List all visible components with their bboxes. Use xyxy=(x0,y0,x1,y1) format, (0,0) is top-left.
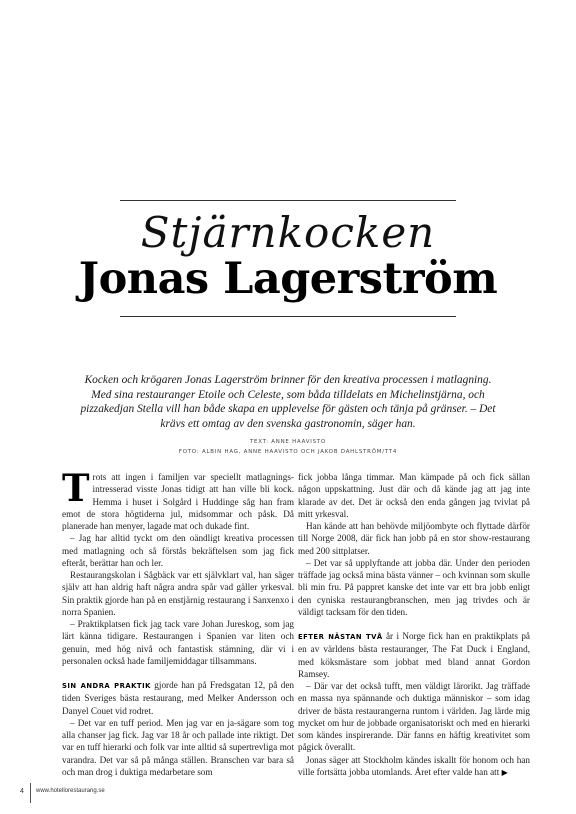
paragraph: – Där var det också tufft, men väldigt lärorikt. Jag träffade en massa nya spännande och duktiga människor – som idag driver de bästa restaurangerna runtom i världen. Jag lärde mig mycket om hur de jobbade organisatoriskt och med en hierarki som kändes inspirerande. Där fanns en häftig kreativitet som pågick överallt. xyxy=(298,681,530,753)
paragraph-text: år i Norge fick han en praktikplats på en av världens bästa restauranger, The Fat Duck i England, med köksmästare som jobbat med bland annat Gordon Ramsey. xyxy=(298,631,530,679)
photo-credit: FOTO: ALBIN HAG, ANNE HAAVISTO OCH JAKOB DAHLSTRÖM/TT4 xyxy=(178,449,398,455)
paragraph-text: rots att ingen i familjen var speciellt matlagnings-intresserad visste Jonas tidigt att han ville bli kock. Hemma i huset i Solgård i Huddinge såg han fram emot de stora högtiderna jul, midsommar och påsk. Då planerade han menyer, lagade mat och dukade fint. xyxy=(62,472,294,531)
title-bottom-rule xyxy=(120,316,456,317)
title-line-1: Stjärnkocken xyxy=(140,208,436,257)
paragraph: – Det var så upplyftande att jobba där. Under den perioden träffade jag också mina bästa vänner – och kvinnan som skulle bli min fru. På pappret kanske det inte var ett bra jobb enligt den cyniska restaurangbranschen, men jag trivdes och är väldigt tacksam för den tiden. xyxy=(298,557,530,617)
footer-divider xyxy=(30,783,31,803)
paragraph: Han kände att han behövde miljöombyte och flyttade därför till Norge 2008, där fick han jobb på en stor show-restaurang med 200 sittplatser. xyxy=(298,521,530,556)
paragraph xyxy=(298,754,530,780)
paragraph: – Praktikplatsen fick jag tack vare Johan Jureskog, som jag lärt känna tidigare. Restaurangen i Spanien var liten och genuin, med hög nivå och fantastisk stämning, där vi i personalen också hade familjemiddagar tillsammans. xyxy=(62,619,294,666)
paragraph-text: Jonas säger att Stockholm kändes iskallt för honom och han ville fortsätta jobba utomlands. Året efter valde han att xyxy=(298,754,530,777)
title-line-2: Jonas Lagerström xyxy=(78,254,498,304)
page-number: 4 xyxy=(20,788,24,795)
paragraph: – Det var en tuff period. Men jag var en ja-sägare som tog alla chanser jag fick. Jag var 18 år och pallade inte riktigt. Det var en tuff hierarki och folk var inte alltid så supertrevliga mot varandra. Det var så på många ställen. Branschen var bara så och man drog i duktiga medarbetare som xyxy=(62,717,294,777)
article-column-left xyxy=(62,466,294,778)
drop-cap: T xyxy=(62,466,90,510)
paragraph: fick jobba långa timmar. Man kämpade på och fick sällan någon uppskattning. Just där och då kände jag att jag inte klarade av det. Det är också den enda gången jag tvivlat på mitt yrkesval. xyxy=(298,472,530,519)
article-column-right xyxy=(298,471,530,779)
title-top-rule xyxy=(120,200,456,201)
paragraph: – Jag har alltid tyckt om den oändligt kreativa processen med matlagning och så förstås bekräftelsen som jag fick efteråt, berättar han och ler. xyxy=(62,533,294,568)
section-kicker: SIN ANDRA PRAKTIK xyxy=(62,682,151,690)
continue-arrow-icon: ▶ xyxy=(501,767,508,777)
paragraph xyxy=(62,466,294,532)
section-kicker: EFTER NÄSTAN TVÅ xyxy=(298,633,383,641)
paragraph: Restaurangskolan i Sågbäck var ett självklart val, han säger själv att han aldrig haft några andra spår vad gäller yrkesval. Sin praktik gjorde han på en enstjärnig restaurang i Sanxenxo i norra Spanien. xyxy=(62,570,294,617)
paragraph xyxy=(298,630,530,680)
lead-paragraph: Kocken och krögaren Jonas Lagerström brinner för den kreativa processen i matlagning. Med sina restauranger Etoile och Celeste, som båda tilldelats en Michelinstjärna, och pizzakedjan Stella vill han både skapa en upplevelse för gästen och tänja på gränser. – Det krävs ett omtag av den svenska gastronomin, säger han. xyxy=(80,374,496,430)
paragraph-text: gjorde han på Fredsgatan 12, på den tiden Sveriges bästa restaurang, med Melker Andersson och Danyel Couet vid rodret. xyxy=(62,680,294,716)
credits xyxy=(60,437,516,457)
text-credit: TEXT: ANNE HAAVISTO xyxy=(249,439,327,445)
paragraph xyxy=(62,679,294,717)
footer-url: www.hotellorestaurang.se xyxy=(36,788,105,794)
